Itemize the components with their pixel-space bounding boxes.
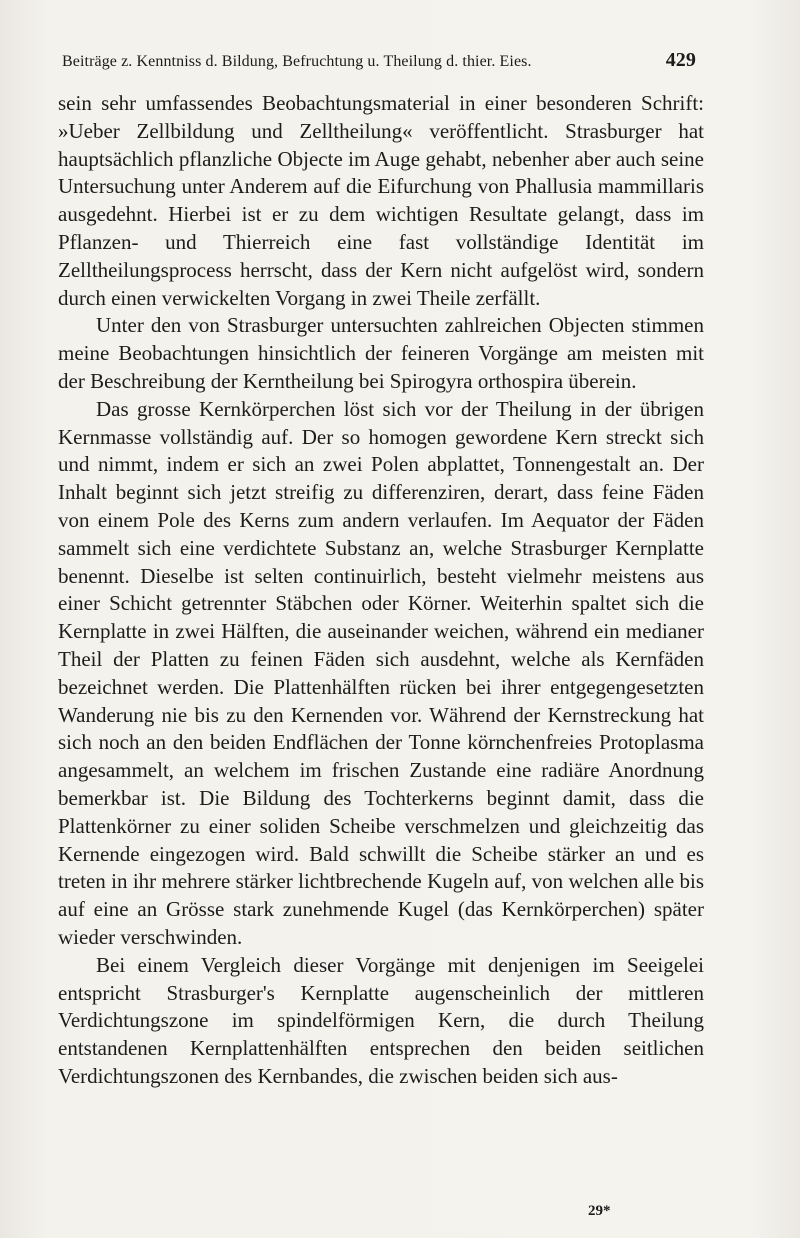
paragraph-1: sein sehr umfassendes Beobachtungsmaterial in einer besonderen Schrift: »Ueber Zellbildung und Zelltheilung« veröffentlicht. Strasburger hat hauptsächlich pflanzliche Objecte im Auge gehabt, nebenher aber auch seine Untersuchung unter Anderem auf die Eifurchung von Phallusia mammillaris ausgedehnt. Hierbei ist er zu dem wichtigen Resultate gelangt, dass im Pflanzen- und Thierreich eine fast vollständige Identität im Zelltheilungsprocess herrscht, dass der Kern nicht aufgelöst wird, sondern durch einen verwickelten Vorgang in zwei Theile zerfällt.: [58, 91, 704, 310]
page-number: 429: [665, 49, 696, 71]
body-text: [58, 90, 704, 1091]
signature-mark: 29*: [588, 1203, 611, 1219]
running-title: Beiträge z. Kenntniss d. Bildung, Befruchtung u. Theilung d. thier. Eies.: [62, 53, 532, 70]
paragraph-2: Unter den von Strasburger untersuchten zahlreichen Objecten stimmen meine Beobachtungen hinsichtlich der feineren Vorgänge am meisten mit der Beschreibung der Kerntheilung bei Spirogyra orthospira überein.: [58, 313, 704, 393]
paragraph-3: Das grosse Kernkörperchen löst sich vor der Theilung in der übrigen Kernmasse vollständig auf. Der so homogen gewordene Kern streckt sich und nimmt, indem er sich an zwei Polen abplattet, Tonnengestalt an. Der Inhalt beginnt sich jetzt streifig zu differenziren, derart, dass feine Fäden von einem Pole des Kerns zum andern verlaufen. Im Aequator der Fäden sammelt sich eine verdichtete Substanz an, welche Strasburger Kernplatte benennt. Dieselbe ist selten continuirlich, besteht vielmehr meistens aus einer Schicht getrennter Stäbchen oder Körner. Weiterhin spaltet sich die Kernplatte in zwei Hälften, die auseinander weichen, während ein medianer Theil der Platten zu feinen Fäden sich ausdehnt, welche als Kernfäden bezeichnet werden. Die Plattenhälften rücken bei ihrer entgegengesetzten Wanderung nie bis zu den Kernenden vor. Während der Kernstreckung hat sich noch an den beiden Endflächen der Tonne körnchenfreies Protoplasma angesammelt, an welchem im frischen Zustande eine radiäre Anordnung bemerkbar ist. Die Bildung des Tochterkerns beginnt damit, dass die Plattenkörner zu einer soliden Scheibe verschmelzen und gleichzeitig das Kernende eingezogen wird. Bald schwillt die Scheibe stärker an und es treten in ihr mehrere stärker lichtbrechende Kugeln auf, von welchen alle bis auf eine an Grösse stark zunehmende Kugel (das Kernkörperchen) später wieder verschwinden.: [58, 396, 704, 949]
paragraph-4: Bei einem Vergleich dieser Vorgänge mit denjenigen im Seeigelei entspricht Strasburger's Kernplatte augenscheinlich der mittleren Verdichtungszone im spindelförmigen Kern, die durch Theilung entstandenen Kernplattenhälften entsprechen den beiden seitlichen Verdichtungszonen des Kernbandes, die zwischen beiden sich aus-: [58, 952, 704, 1088]
